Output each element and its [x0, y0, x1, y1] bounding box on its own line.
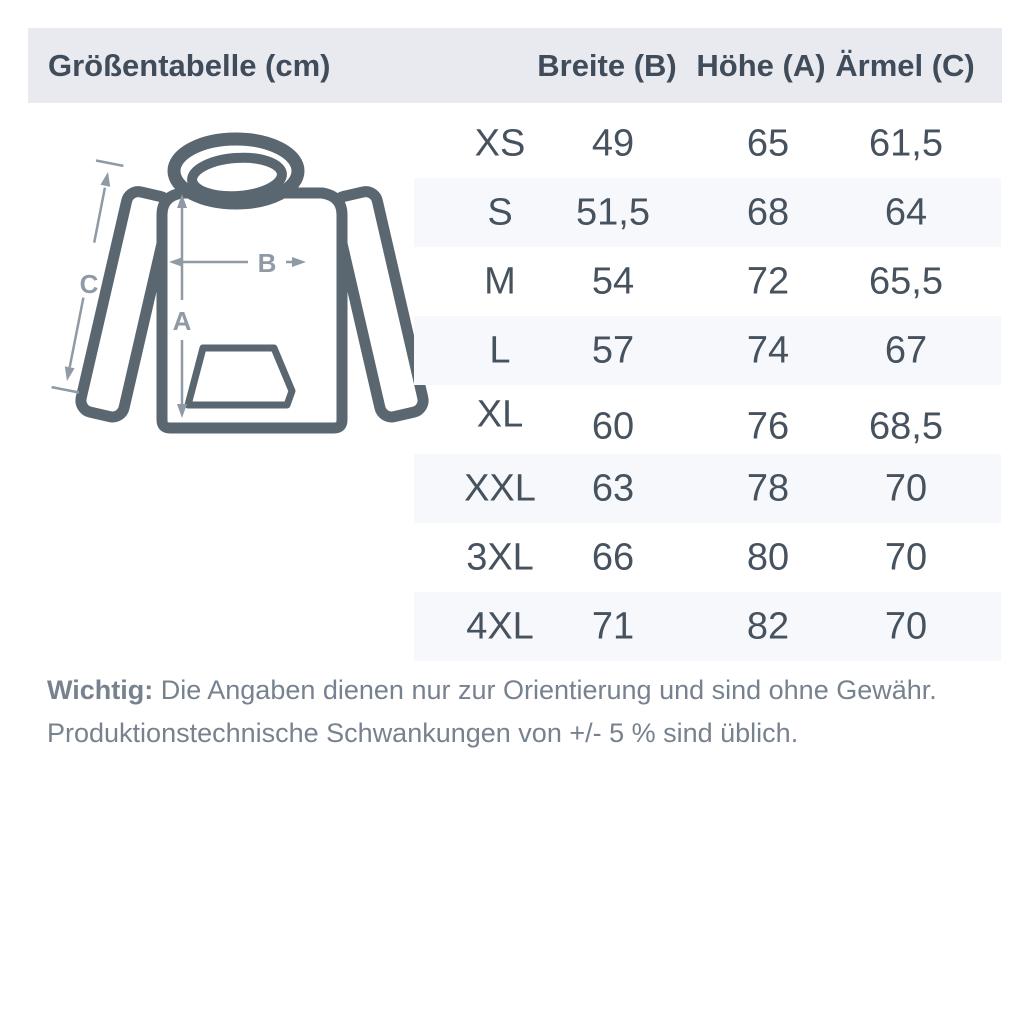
- hoehe-cell: 68: [746, 191, 790, 233]
- hoodie-outline-drawing: [79, 139, 426, 428]
- breite-cell: 71: [591, 605, 635, 647]
- column-header-breite: Breite (B): [537, 47, 677, 83]
- aermel-cell: 61,5: [869, 122, 943, 164]
- size-cell: S: [487, 191, 513, 233]
- dimension-b-label: B: [257, 248, 277, 278]
- header-band: [28, 28, 1002, 103]
- page-title: Größentabelle (cm): [48, 47, 331, 83]
- table-row: [414, 178, 1001, 247]
- size-cell: XL: [476, 393, 524, 435]
- aermel-cell: 67: [884, 329, 928, 371]
- table-row: [414, 109, 1001, 178]
- disclaimer-line-1: Wichtig: Die Angaben dienen nur zur Orientierung und sind ohne Gewähr.: [47, 675, 937, 705]
- breite-cell: 63: [591, 467, 635, 509]
- breite-cell: 60: [591, 405, 635, 447]
- table-row: [414, 247, 1001, 316]
- table-row: [414, 592, 1001, 661]
- breite-cell: 49: [591, 122, 635, 164]
- hoehe-cell: 78: [746, 467, 790, 509]
- breite-cell: 54: [591, 260, 635, 302]
- size-table: [414, 109, 1001, 661]
- size-cell: 3XL: [466, 536, 534, 578]
- aermel-cell: 70: [884, 536, 928, 578]
- breite-cell: 51,5: [576, 191, 650, 233]
- column-header-hoehe: Höhe (A): [696, 47, 826, 83]
- hoehe-cell: 72: [746, 260, 790, 302]
- dimension-c-label: C: [79, 269, 99, 299]
- aermel-cell: 64: [884, 191, 928, 233]
- hoehe-cell: 65: [746, 122, 790, 164]
- table-row: [414, 385, 1001, 454]
- hoehe-cell: 80: [746, 536, 790, 578]
- aermel-cell: 68,5: [869, 405, 943, 447]
- size-cell: XXL: [464, 467, 536, 509]
- column-header-aermel: Ärmel (C): [835, 47, 975, 83]
- size-cell: M: [484, 260, 516, 302]
- hoehe-cell: 76: [746, 405, 790, 447]
- dimension-a-label: A: [172, 306, 192, 336]
- disclaimer-bold-word: Wichtig:: [47, 675, 154, 705]
- breite-cell: 57: [591, 329, 635, 371]
- table-row: [414, 454, 1001, 523]
- size-cell: L: [489, 329, 511, 371]
- disclaimer-line-2: Produktionstechnische Schwankungen von +/- 5 % sind üblich.: [47, 718, 799, 748]
- hoehe-cell: 82: [746, 605, 790, 647]
- table-row: [414, 523, 1001, 592]
- hoehe-cell: 74: [746, 329, 790, 371]
- hoodie-measurement-diagram: [20, 116, 444, 454]
- size-cell: 4XL: [466, 605, 534, 647]
- disclaimer-note: [47, 669, 977, 755]
- aermel-cell: 65,5: [869, 260, 943, 302]
- table-row: [414, 316, 1001, 385]
- aermel-cell: 70: [884, 467, 928, 509]
- size-cell: XS: [474, 122, 526, 164]
- aermel-cell: 70: [884, 605, 928, 647]
- breite-cell: 66: [591, 536, 635, 578]
